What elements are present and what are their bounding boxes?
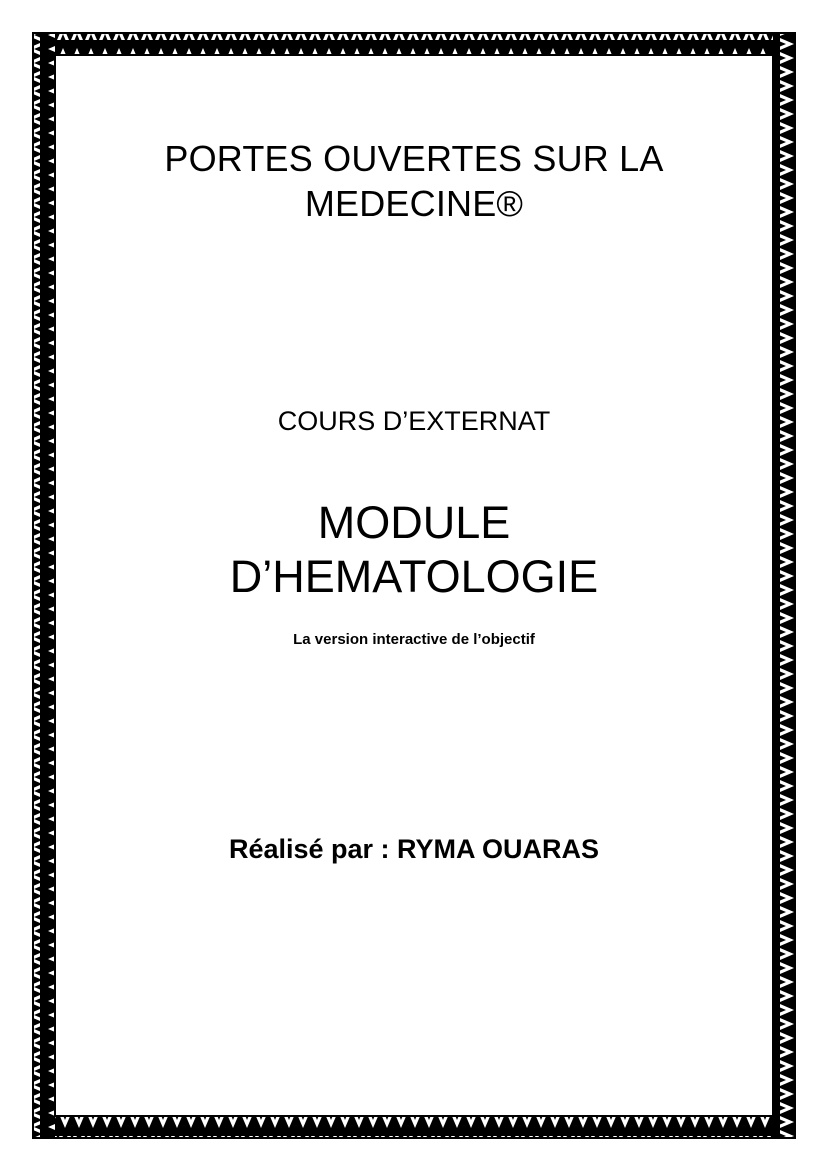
header-line-2: MEDECINE® [304, 183, 524, 224]
border-bottom [33, 1116, 795, 1138]
document-header [0, 136, 828, 226]
course-label: COURS D’EXTERNAT [277, 406, 551, 436]
module-title-line-2: D’HEMATOLOGIE [229, 551, 599, 602]
author-credit: Réalisé par : RYMA OUARAS [228, 834, 600, 864]
subtitle: La version interactive de l’objectif [293, 631, 535, 648]
module-title [0, 496, 828, 604]
border-top [33, 33, 795, 55]
module-title-line-1: MODULE [317, 497, 511, 548]
header-line-1: PORTES OUVERTES SUR LA [164, 138, 664, 179]
